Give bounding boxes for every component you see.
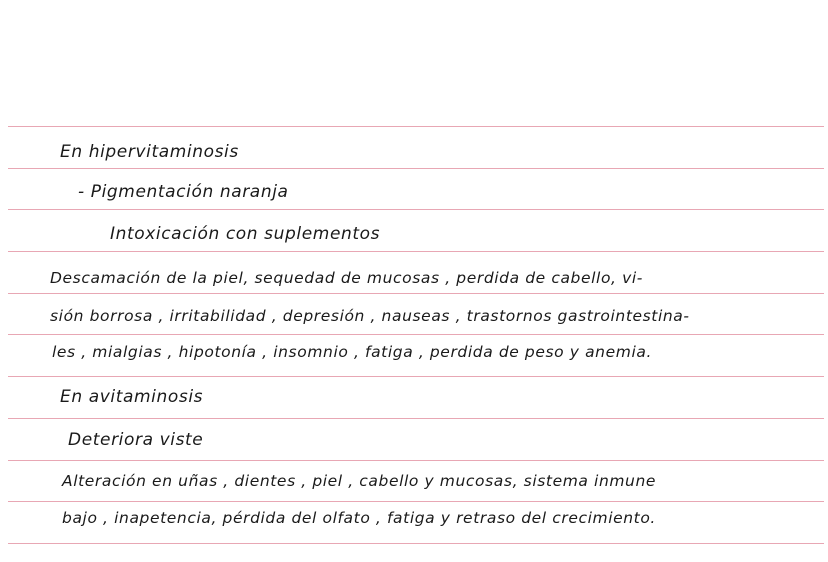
ruled-line	[8, 460, 824, 461]
heading-hypervitaminosis: En hipervitaminosis	[60, 142, 239, 162]
note-line: Deteriora viste	[68, 430, 204, 450]
note-line: - Pigmentación naranja	[78, 182, 289, 202]
ruled-line	[8, 209, 824, 210]
note-line: Intoxicación con suplementos	[110, 224, 381, 244]
ruled-line	[8, 293, 824, 294]
ruled-line	[8, 501, 824, 502]
ruled-line	[8, 334, 824, 335]
note-line: bajo , inapetencia, pérdida del olfato , fatiga y retraso del crecimiento.	[62, 509, 656, 527]
note-line: les , mialgias , hipotonía , insomnio , fatiga , perdida de peso y anemia.	[52, 343, 652, 361]
note-line: sión borrosa , irritabilidad , depresión , nauseas , trastornos gastrointestina-	[50, 307, 690, 325]
ruled-line	[8, 168, 824, 169]
note-line: Descamación de la piel, sequedad de mucosas , perdida de cabello, vi-	[50, 269, 643, 287]
note-line: Alteración en uñas , dientes , piel , cabello y mucosas, sistema inmune	[62, 472, 657, 490]
heading-avitaminosis: En avitaminosis	[60, 387, 204, 407]
ruled-line	[8, 418, 824, 419]
ruled-line	[8, 251, 824, 252]
ruled-line	[8, 376, 824, 377]
ruled-line	[8, 126, 824, 127]
ruled-line	[8, 543, 824, 544]
